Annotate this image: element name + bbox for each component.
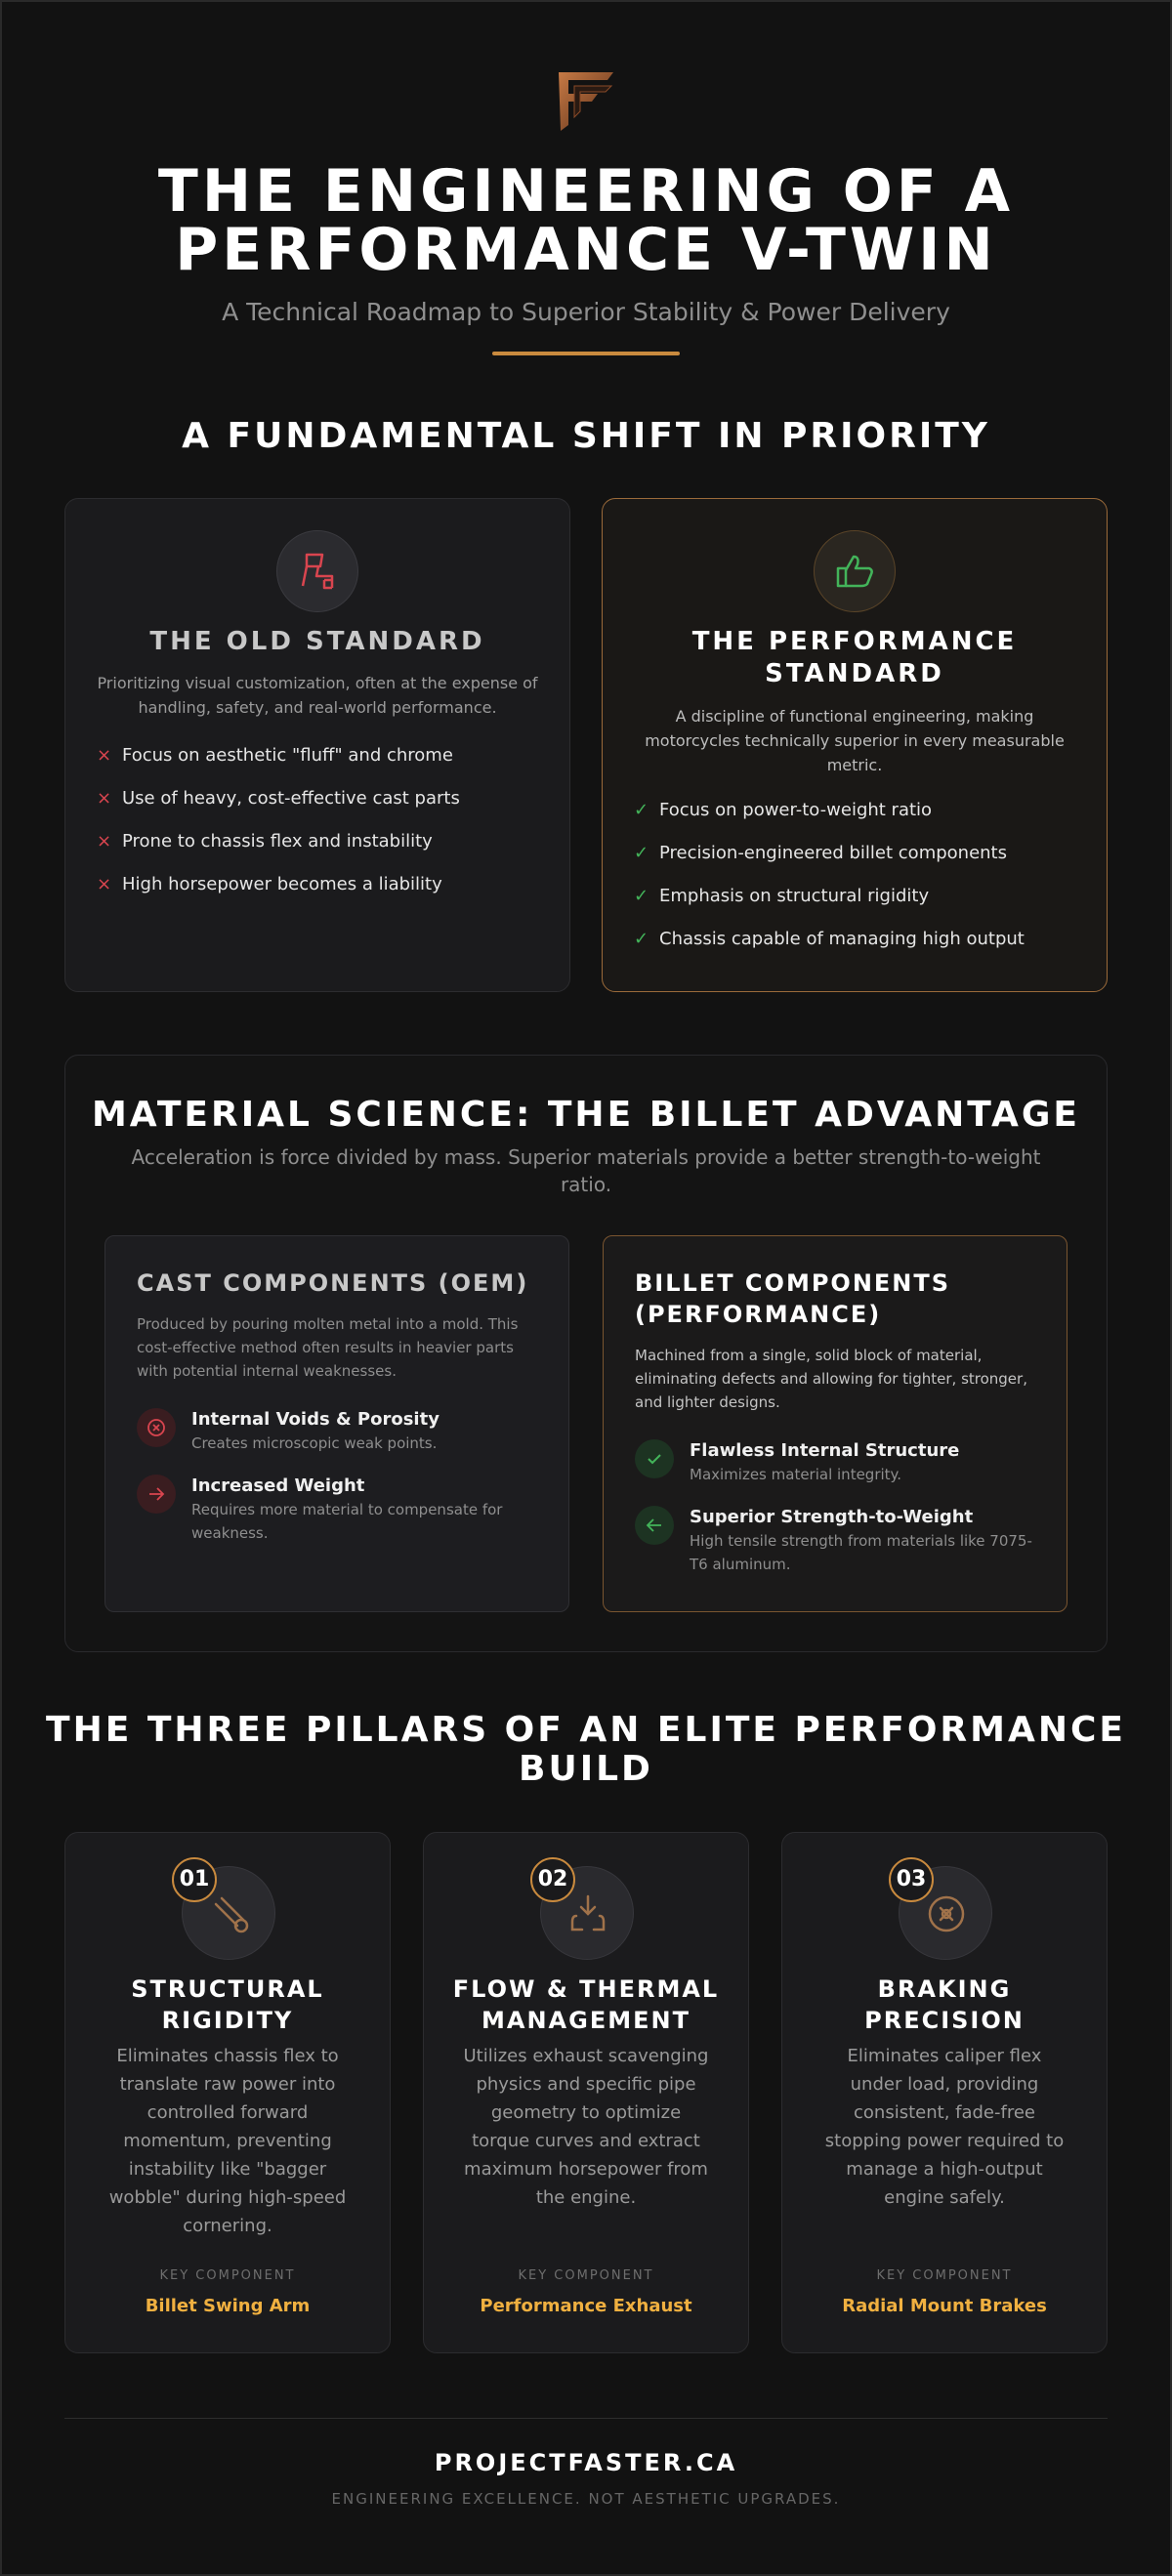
footer-divider <box>64 2418 1108 2419</box>
key-component-label: KEY COMPONENT <box>876 2268 1013 2283</box>
feature-item <box>635 1439 1047 1486</box>
arrow-right-icon <box>146 1484 166 1504</box>
list-item: ✓ Precision-engineered billet components <box>634 843 1007 863</box>
feature-title: Increased Weight <box>191 1475 365 1496</box>
feature-description: Requires more material to compensate for weakness. <box>191 1501 503 1542</box>
feature-item <box>137 1475 549 1545</box>
pillar-description: Utilizes exhaust scavenging physics and specific pipe geometry to optimize torque curves and extract maximum horsepower from the engine. <box>463 2046 709 2208</box>
billet-components-title: BILLET COMPONENTS (PERFORMANCE) <box>635 1269 951 1328</box>
key-component-value: Billet Swing Arm <box>145 2296 311 2316</box>
list-item: ✓ Emphasis on structural rigidity <box>634 886 930 906</box>
section-title-material: MATERIAL SCIENCE: THE BILLET ADVANTAGE <box>91 1095 1080 1135</box>
page-title-line-2: PERFORMANCE V-TWIN <box>175 216 997 284</box>
billet-components-description: Machined from a single, solid block of material, eliminating defects and allowing for tighter, stronger, and lighter designs. <box>635 1347 1027 1411</box>
thumbs-up-icon <box>834 551 877 594</box>
billet-components-card <box>603 1235 1067 1612</box>
old-standard-list <box>97 745 550 917</box>
pillar-number: 03 <box>889 1857 934 1902</box>
feature-title: Flawless Internal Structure <box>690 1440 960 1461</box>
list-item: × Use of heavy, cost-effective cast parts <box>97 788 460 809</box>
x-icon: × <box>97 788 112 809</box>
performance-standard-card <box>602 498 1108 992</box>
flawless-icon-wrap <box>635 1439 674 1478</box>
arrow-left-icon <box>645 1516 664 1535</box>
material-science-panel <box>64 1055 1108 1652</box>
void-icon-wrap <box>137 1408 176 1447</box>
x-icon: × <box>97 831 112 852</box>
cast-components-description: Produced by pouring molten metal into a mold. This cost-effective method often results in heavier parts with potential internal weaknesses. <box>137 1315 519 1380</box>
old-standard-description: Prioritizing visual customization, often at the expense of handling, safety, and real-world performance. <box>97 674 538 717</box>
feature-item <box>137 1408 549 1455</box>
weight-icon-wrap <box>137 1475 176 1514</box>
pillar-number: 01 <box>172 1857 217 1902</box>
feature-description: Creates microscopic weak points. <box>191 1434 438 1452</box>
pillar-number: 02 <box>530 1857 575 1902</box>
title-divider <box>492 352 680 355</box>
key-component-label: KEY COMPONENT <box>518 2268 654 2283</box>
pillar-title: BRAKING PRECISION <box>864 1975 1025 2034</box>
pillar-card-braking <box>781 1832 1108 2353</box>
check-icon: ✓ <box>634 800 649 820</box>
x-icon: × <box>97 874 112 894</box>
pillar-description: Eliminates caliper flex under load, providing consistent, fade-free stopping power required to manage a high-output engine safely. <box>824 2046 1065 2208</box>
material-subtitle: Acceleration is force divided by mass. Superior materials provide a better strength-to-weight ratio. <box>131 1145 1041 1196</box>
feature-description: High tensile strength from materials like 7075-T6 aluminum. <box>690 1532 1032 1573</box>
list-item: × High horsepower becomes a liability <box>97 874 442 894</box>
list-item: × Prone to chassis flex and instability <box>97 831 433 852</box>
list-item: × Focus on aesthetic "fluff" and chrome <box>97 745 453 766</box>
key-component-value: Performance Exhaust <box>480 2296 692 2316</box>
exhaust-flow-icon <box>566 1892 609 1935</box>
old-standard-icon-wrap <box>276 530 358 612</box>
pf-shield-logo-icon <box>555 68 617 135</box>
old-standard-title: THE OLD STANDARD <box>149 627 485 656</box>
strength-icon-wrap <box>635 1506 674 1545</box>
pillar-title: STRUCTURAL RIGIDITY <box>131 1975 324 2034</box>
list-item: ✓ Focus on power-to-weight ratio <box>634 800 933 820</box>
feature-title: Internal Voids & Porosity <box>191 1409 440 1430</box>
check-icon: ✓ <box>634 886 649 906</box>
feature-item <box>635 1506 1047 1576</box>
old-standard-card <box>64 498 570 992</box>
performance-standard-description: A discipline of functional engineering, making motorcycles technically superior in every measurable metric. <box>645 707 1065 774</box>
x-circle-icon <box>146 1418 166 1437</box>
performance-standard-title: THE PERFORMANCE STANDARD <box>691 627 1018 688</box>
performance-standard-list <box>634 800 1087 972</box>
footer-brand: PROJECTFASTER.CA <box>434 2449 738 2476</box>
pillar-title: FLOW & THERMAL MANAGEMENT <box>452 1975 720 2034</box>
swing-arm-icon <box>208 1892 251 1935</box>
pillar-card-flow <box>423 1832 749 2353</box>
cast-components-card <box>105 1235 569 1612</box>
key-component-label: KEY COMPONENT <box>159 2268 296 2283</box>
feature-title: Superior Strength-to-Weight <box>690 1507 974 1527</box>
key-component-value: Radial Mount Brakes <box>842 2296 1047 2316</box>
feature-description: Maximizes material integrity. <box>690 1466 902 1483</box>
page-title <box>59 157 1113 284</box>
section-title-shift: A FUNDAMENTAL SHIFT IN PRIORITY <box>182 416 990 456</box>
page-title-line-1: THE ENGINEERING OF A <box>157 157 1015 226</box>
check-icon: ✓ <box>634 929 649 949</box>
page-subtitle: A Technical Roadmap to Superior Stability & Power Delivery <box>222 298 950 326</box>
x-icon: × <box>97 745 112 766</box>
footer-tagline: ENGINEERING EXCELLENCE. NOT AESTHETIC UPGRADES. <box>331 2490 841 2508</box>
performance-standard-icon-wrap <box>814 530 896 612</box>
pillar-card-structural <box>64 1832 391 2353</box>
check-icon: ✓ <box>634 843 649 863</box>
chair-icon <box>297 551 340 594</box>
section-title-pillars: THE THREE PILLARS OF AN ELITE PERFORMANCE BUILD <box>46 1710 1126 1789</box>
cast-components-title: CAST COMPONENTS (OEM) <box>137 1269 529 1297</box>
pillar-description: Eliminates chassis flex to translate raw power into controlled forward momentum, preventing instability like "bagger wobble" during high-speed cornering. <box>108 2046 347 2236</box>
list-item: ✓ Chassis capable of managing high output <box>634 929 1025 949</box>
brake-disc-icon <box>925 1892 968 1935</box>
check-icon <box>645 1449 664 1469</box>
